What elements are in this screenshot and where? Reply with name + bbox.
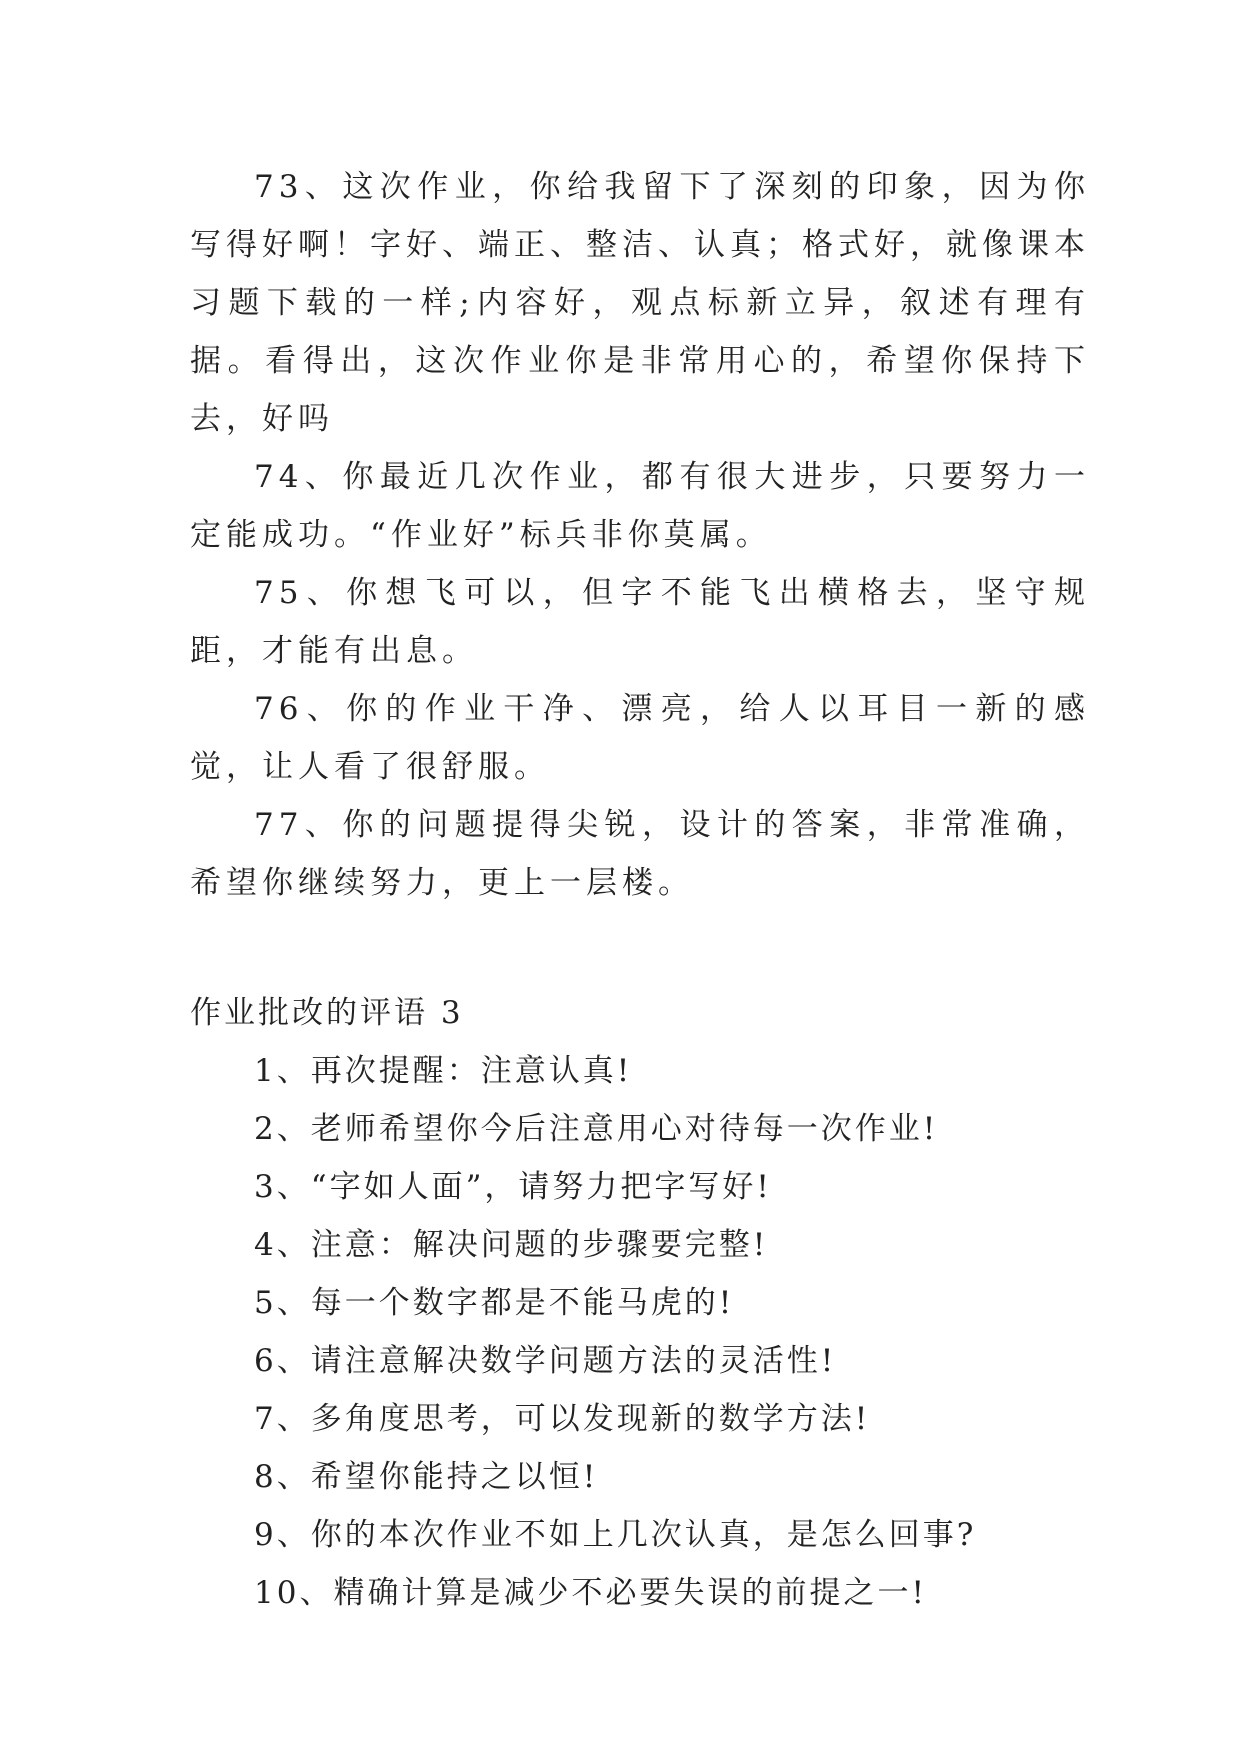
comment-paragraph-74: 74、你最近几次作业，都有很大进步，只要努力一定能成功。“作业好”标兵非你莫属。	[190, 459, 1090, 553]
list-item: 9、你的本次作业不如上几次认真，是怎么回事?	[254, 1517, 977, 1553]
comment-paragraph-75: 75、你想飞可以，但字不能飞出横格去，坚守规距，才能有出息。	[190, 575, 1090, 669]
list-item: 5、每一个数字都是不能马虎的!	[254, 1285, 735, 1321]
comment-paragraph-73: 73、这次作业，你给我留下了深刻的印象，因为你写得好啊！字好、端正、整洁、认真；格式好，就像课本习题下载的一样;内容好，观点标新立异，叙述有理有据。看得出，这次作业你是非常用心的，希望你保持下去，好吗	[190, 169, 1090, 437]
list-item: 7、多角度思考，可以发现新的数学方法!	[254, 1401, 871, 1437]
list-item: 6、请注意解决数学问题方法的灵活性!	[254, 1343, 837, 1379]
list-item: 2、老师希望你今后注意用心对待每一次作业!	[254, 1111, 939, 1147]
document-body	[190, 158, 1090, 1622]
list-item: 4、注意：解决问题的步骤要完整!	[254, 1227, 769, 1263]
list-item: 8、希望你能持之以恒!	[254, 1459, 599, 1495]
list-item: 10、精确计算是减少不必要失误的前提之一!	[254, 1575, 927, 1611]
section-heading: 作业批改的评语 3	[190, 995, 464, 1031]
comment-list	[190, 1042, 1090, 1622]
list-item: 3、“字如人面”，请努力把字写好!	[254, 1169, 772, 1205]
comment-paragraph-76: 76、你的作业干净、漂亮，给人以耳目一新的感觉，让人看了很舒服。	[190, 691, 1090, 785]
list-item: 1、再次提醒：注意认真!	[254, 1053, 633, 1089]
comment-paragraph-77: 77、你的问题提得尖锐，设计的答案，非常准确，希望你继续努力，更上一层楼。	[190, 807, 1090, 901]
